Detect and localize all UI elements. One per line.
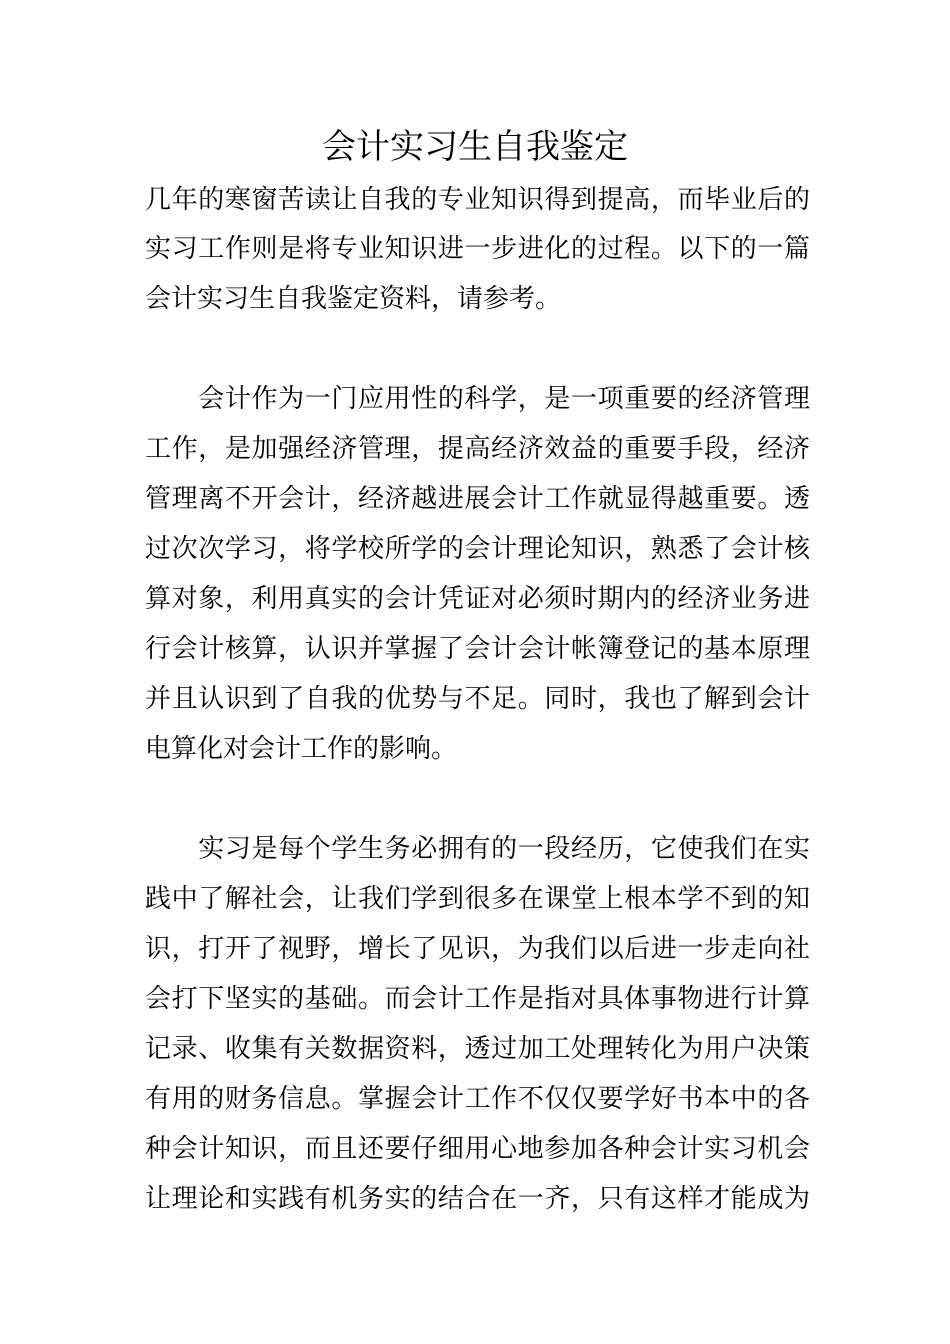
paragraph-2-line: 让理论和实践有机务实的结合在一齐，只有这样才能成为 [145, 1184, 810, 1214]
intro-line: 会计实习生自我鉴定资料，请参考。 [145, 284, 562, 314]
paragraph-1-line: 电算化对会计工作的影响。 [145, 734, 458, 764]
paragraph-2-line: 记录、收集有关数据资料，透过加工处理转化为用户决策 [145, 1034, 810, 1064]
paragraph-1-line: 算对象，利用真实的会计凭证对必须时期内的经济业务进 [145, 584, 810, 614]
paragraph-2-line: 会打下坚实的基础。而会计工作是指对具体事物进行计算 [145, 984, 810, 1014]
paragraph-1-line: 会计作为一门应用性的科学，是一项重要的经济管理 [145, 384, 810, 414]
intro-line: 几年的寒窗苦读让自我的专业知识得到提高，而毕业后的 [145, 185, 810, 215]
paragraph-1-line: 并且认识到了自我的优势与不足。同时，我也了解到会计 [145, 684, 810, 714]
intro-line: 实习工作则是将专业知识进一步进化的过程。以下的一篇 [145, 234, 810, 264]
paragraph-1-line: 工作，是加强经济管理，提高经济效益的重要手段，经济 [145, 434, 810, 464]
paragraph-1-line: 行会计核算，认识并掌握了会计会计帐簿登记的基本原理 [145, 634, 810, 664]
paragraph-1-line: 管理离不开会计，经济越进展会计工作就显得越重要。透 [145, 484, 810, 514]
paragraph-2-line: 有用的财务信息。掌握会计工作不仅仅要学好书本中的各 [145, 1084, 810, 1114]
paragraph-1-line: 过次次学习，将学校所学的会计理论知识，熟悉了会计核 [145, 534, 810, 564]
paragraph-2-line: 种会计知识，而且还要仔细用心地参加各种会计实习机会 [145, 1134, 810, 1164]
paragraph-2-line: 实习是每个学生务必拥有的一段经历，它使我们在实 [145, 834, 810, 864]
document-title: 会计实习生自我鉴定 [322, 127, 628, 167]
paragraph-2-line: 践中了解社会，让我们学到很多在课堂上根本学不到的知 [145, 884, 810, 914]
paragraph-2-line: 识，打开了视野，增长了见识，为我们以后进一步走向社 [145, 934, 810, 964]
